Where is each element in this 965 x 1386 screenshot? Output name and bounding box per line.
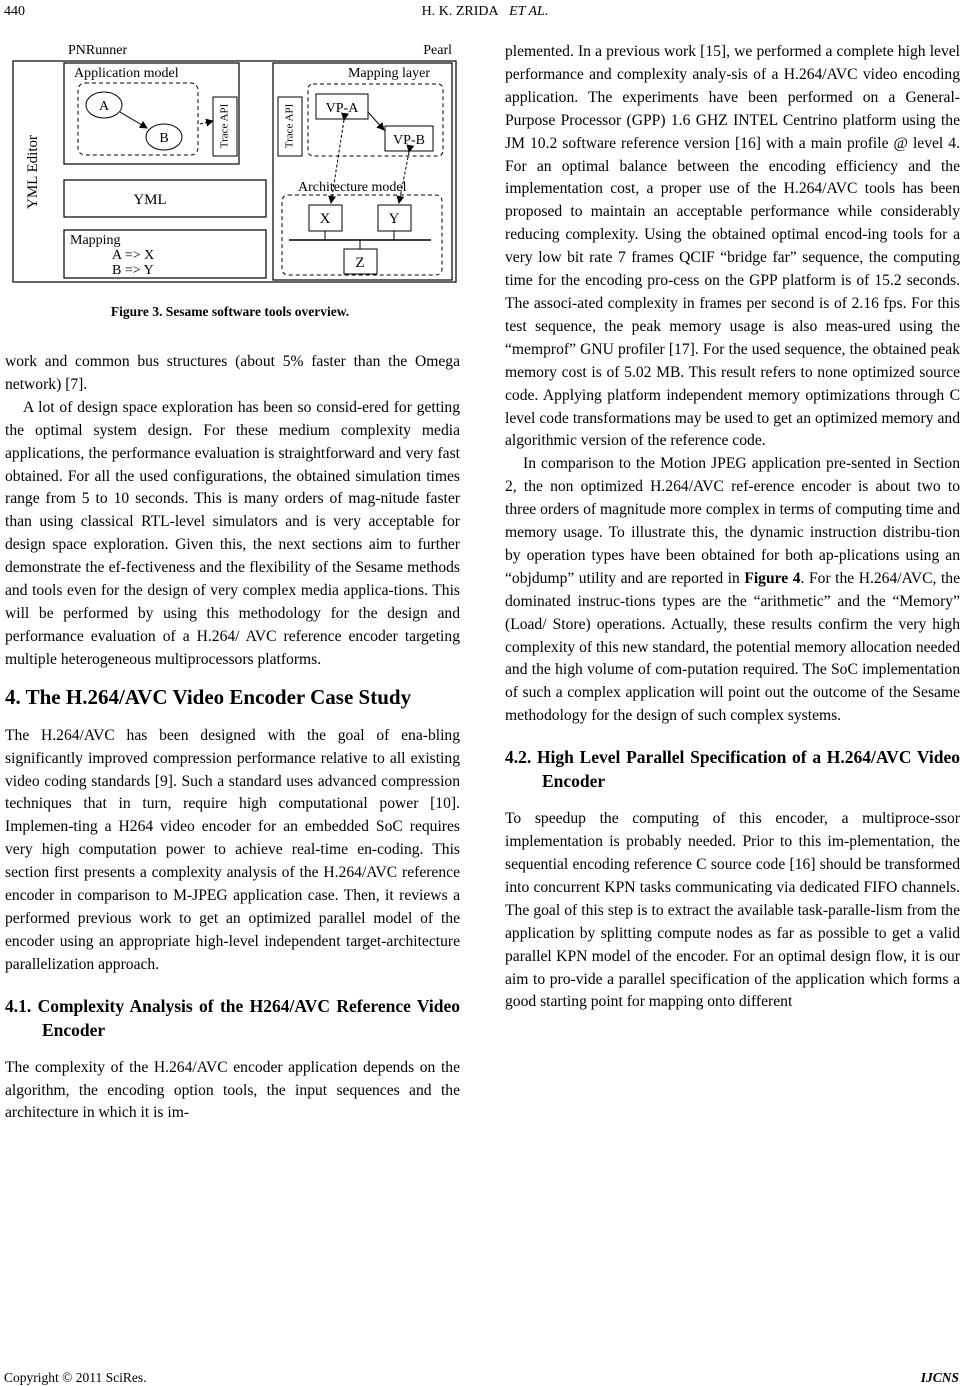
left-column [5,351,460,1125]
vp-a-label: VP-A [325,101,359,116]
trace-arrow-left [200,121,213,124]
footer-journal: IJCNS [920,1370,959,1385]
section-4-2-heading: 4.2. High Level Parallel Specification of a H.264/AVC Video Encoder [505,747,960,792]
vp-b-label: VP-B [393,133,425,148]
label-pearl: Pearl [423,43,452,58]
right-column [505,41,960,1014]
label-yml-editor: YML Editor [25,134,41,210]
pearl-box [273,63,452,280]
mapping-line-2: B => Y [112,263,154,278]
right-paragraph-2 [505,453,960,728]
arch-z-label: Z [355,255,365,271]
figure-4-reference[interactable]: Figure 4 [744,569,801,587]
running-header [365,4,605,20]
header-authors: H. K. ZRIDA [421,4,499,19]
figure-caption: Figure 3. Sesame software tools overview. [110,304,350,319]
right-paragraph-1: plemented. In a previous work [15], we performed a complete high level performance and complexity analy-sis of a H.264/AVC video encoding application. The experiments have been performed on a General-Purpose Processor (GPP) 1.6 GHZ INTEL Centrino platform using the JM 10.2 software reference version [16] with a main profile @ level 4. For an optimal balance between the encoding efficiency and the implementation cost, a proper use of the H.264/AVC tools has been proposed to maintain an acceptable performance while considerably reducing complexity. Using the obtained optimal encod-ing tools for a very low bit rate 7 frames QCIF “bridge far” sequence, the computing time for the encoding pro-cess on the GPP platform is of 15.2 seconds. The associ-ated complexity in frames per second is of 2.16 fps. For this test sequence, the peak memory usage is also meas-ured using the “memprof” GNU profiler [17]. For the used sequence, the obtained peak memory cost is of 5.02 MB. This result refers to none optimized source code. Applying platform independent memory optimizations through C level code transformations may be used to get an optimized memory and algorithmic version of the reference code. [505,43,960,450]
left-paragraph-1: work and common bus structures (about 5% faster than the Omega network) [7]. [5,353,460,393]
label-application-model: Application model [74,66,179,81]
mapping-line-1: A => X [112,248,155,263]
left-paragraph-3: The H.264/AVC has been designed with the goal of ena-bling significantly improved compression performance relative to all existing video coding standards [9]. Such a standard uses advanced compression techniques that in turn, require high computational power [10]. Implemen-ting a H264 video encoder for an embedded SoC requires very high computation power to achieve real-time en-coding. This section first presents a complexity analysis of the H.264/AVC reference encoder in comparison to M-JPEG application case. Then, it reviews a performed previous work to get an optimized parallel model of the encoder using an appropriate high-level independent target-architecture parallelization approach. [5,726,460,973]
figure-sesame-diagram [0,38,470,288]
arch-y-label: Y [388,211,400,227]
trace-api-left-label: Trace API [218,103,231,149]
right-paragraph-3: To speedup the computing of this encoder, a multiproce-ssor implementation is probably needed. Prior to this im-plementation, the sequential encoding reference C source code [16] should be transformed into concurrent KPN tasks communicating via dedicated FIFO channels. The goal of this step is to extract the available task-paralle-lism from the application by splitting compute nodes as far as possible to get a valid parallel KPN model of the encoder. For an optimal design flow, it is our aim to pro-vide a parallel specification of the application which forms a good starting point for mapping onto different [505,810,960,1011]
page-number: 440 [4,4,25,19]
right-paragraph-2-end: . For the H.264/AVC, the dominated instruc-tions types are the “arithmetic” and the “Memory” (Load/ Store) operations. Actually, these results confirm the very high complexity of this new standard, the potential memory allocation needed and the high volume of com-putation required. The SoC implementation of such a complex application will point out the outcome of the Sesame methodology for the design of such complex systems. [505,569,960,725]
yml-editor-frame [13,61,456,282]
right-paragraph-2-start: In comparison to the Motion JPEG application pre-sented in Section 2, the non optimized H.264/AVC ref-erence encoder is about two to three orders of magnitude more complex in terms of computing time and memory usage. To illustrate this, the dynamic instruction distribu-tion by operation types have been obtained for both ap-plications using an “objdump” utility and are reported in [505,455,960,587]
node-b-label: B [159,131,169,146]
left-paragraph-4: The complexity of the H.264/AVC encoder application depends on the algorithm, the encoding option tools, the input sequences and the architecture in which it is im- [5,1058,460,1122]
vp-arrow [368,112,384,130]
label-architecture-model: Architecture model [298,180,407,195]
section-4-heading: 4. The H.264/AVC Video Encoder Case Study [5,684,412,709]
channel-a-to-b [120,112,147,128]
trace-api-right-label: Trace API [283,103,296,149]
arch-x-label: X [319,211,331,227]
section-4-1-heading: 4.1. Complexity Analysis of the H264/AVC Reference Video Encoder [5,995,460,1040]
left-paragraph-2: A lot of design space exploration has been so consid-ered for getting the optimal system design. For these medium complexity media applications, the performance evaluation is straightforward and very fast obtained. For all the used configurations, the obtained simulation times range from 5 to 10 seconds. This is many orders of mag-nitude faster than using classical RTL-level simulators and is very acceptable for design space exploration. Given this, the next sections aim to further demonstrate the ef-fectiveness and the flexibility of the Sesame methods and tools even for the design of very complex media applica-tions. This will be performed by using this methodology for the design and performance evaluation of a H.264/ AVC reference encoder targeting multiple heterogeneous multiprocessors platforms. [5,398,460,668]
footer-copyright: Copyright © 2011 SciRes. [4,1370,147,1385]
label-yml: YML [133,192,167,208]
node-a-label: A [98,99,110,114]
label-mapping: Mapping [70,233,121,248]
label-pnrunner: PNRunner [68,43,128,58]
header-et-al: ET AL. [509,4,549,19]
label-mapping-layer: Mapping layer [347,66,430,81]
